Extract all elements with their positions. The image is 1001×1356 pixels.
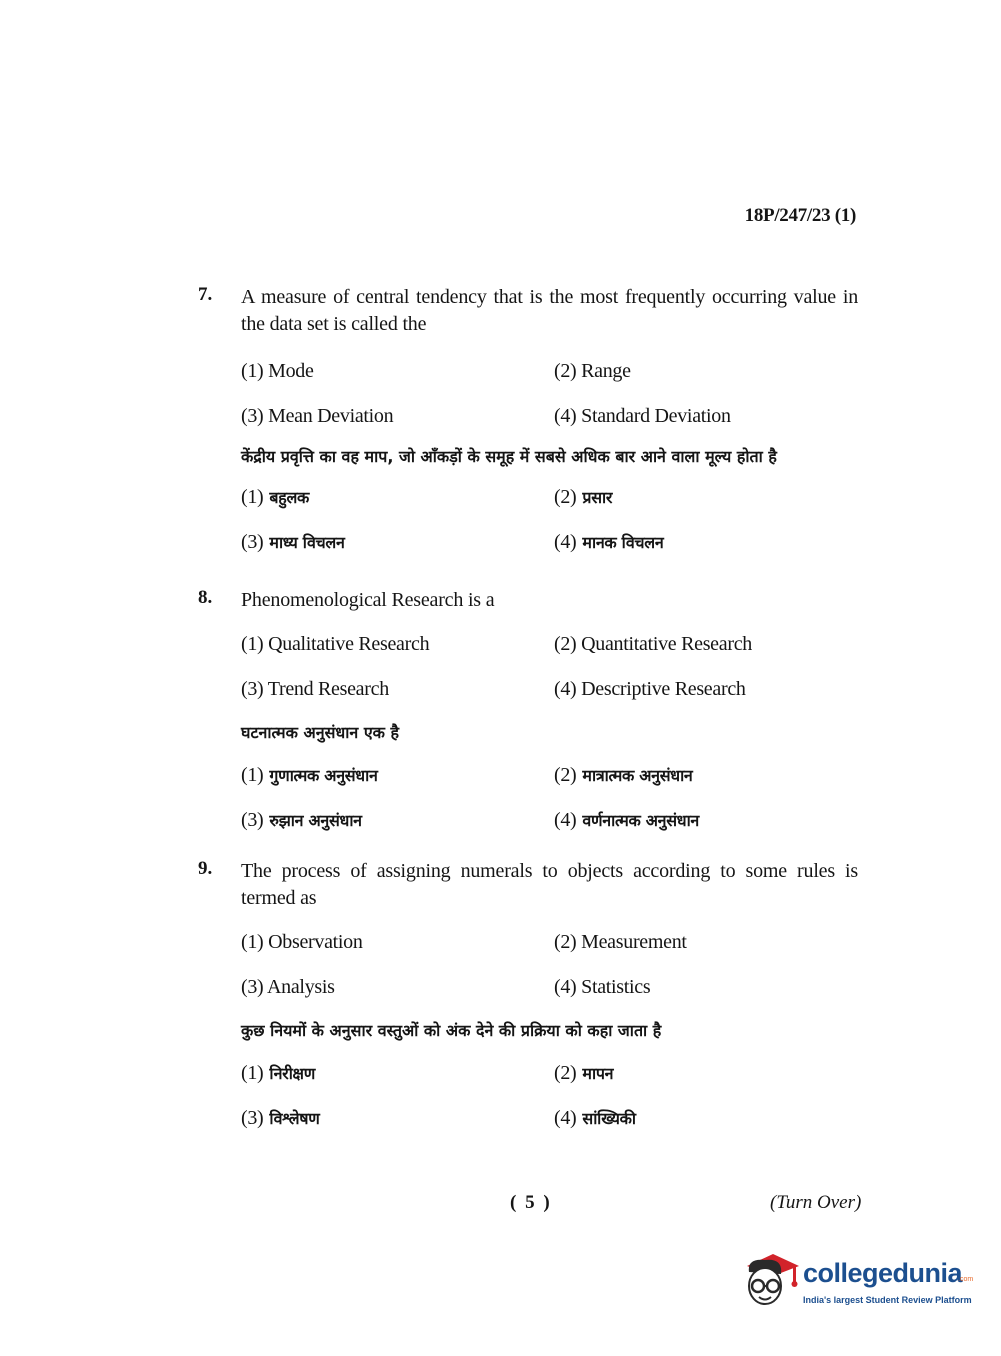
option-1: (1) Mode xyxy=(241,360,314,382)
options-hindi xyxy=(241,762,858,834)
hindi-option-2 xyxy=(554,484,854,511)
option-text: वर्णनात्मक अनुसंधान xyxy=(582,811,700,830)
option-number: (1) xyxy=(241,1062,264,1084)
hindi-option-4 xyxy=(554,529,854,556)
option-text: मापन xyxy=(582,1064,614,1083)
hindi-option-4 xyxy=(554,1105,854,1132)
question-text-hindi: केंद्रीय प्रवृत्ति का वह माप, जो आँकड़ों के समूह में सबसे अधिक बार आने वाला मूल्य होता है xyxy=(241,447,777,466)
option-2: (2) Range xyxy=(554,360,631,382)
question-7 xyxy=(198,284,858,556)
option-1: (1) Qualitative Research xyxy=(241,633,430,655)
question-number: 7. xyxy=(198,284,213,305)
question-9 xyxy=(198,858,858,1132)
option-text: रुझान अनुसंधान xyxy=(269,811,362,830)
hindi-option-3 xyxy=(241,1105,554,1132)
option-text: मानक विचलन xyxy=(582,533,664,552)
option-number: (1) xyxy=(241,764,264,786)
option-number: (2) xyxy=(554,764,577,786)
option-3: (3) Analysis xyxy=(241,976,335,998)
options-hindi xyxy=(241,1060,858,1132)
logo-wordmark: collegedunia xyxy=(803,1258,963,1288)
option-4: (4) Statistics xyxy=(554,976,651,998)
option-text: माध्य विचलन xyxy=(269,533,345,552)
hindi-option-2 xyxy=(554,762,854,789)
option-text: गुणात्मक अनुसंधान xyxy=(269,766,378,785)
hindi-option-1 xyxy=(241,1060,554,1087)
option-text: मात्रात्मक अनुसंधान xyxy=(582,766,693,785)
option-4: (4) Standard Deviation xyxy=(554,405,731,427)
hindi-option-2 xyxy=(554,1060,854,1087)
option-1: (1) Observation xyxy=(241,931,363,953)
option-number: (4) xyxy=(554,531,577,553)
option-2: (2) Measurement xyxy=(554,931,687,953)
hindi-option-3 xyxy=(241,529,554,556)
option-4: (4) Descriptive Research xyxy=(554,678,746,700)
option-number: (4) xyxy=(554,809,577,831)
option-number: (1) xyxy=(241,486,264,508)
hindi-option-4 xyxy=(554,807,854,834)
question-number: 8. xyxy=(198,587,213,608)
question-text: The process of assigning numerals to objects according to some rules is termed as xyxy=(241,860,858,909)
options-english xyxy=(241,631,858,703)
question-text: Phenomenological Research is a xyxy=(241,589,495,611)
logo-suffix: .com xyxy=(958,1276,974,1283)
hindi-option-3 xyxy=(241,807,554,834)
option-text: प्रसार xyxy=(582,488,613,507)
collegedunia-logo xyxy=(743,1252,973,1312)
hindi-option-1 xyxy=(241,762,554,789)
option-3: (3) Mean Deviation xyxy=(241,405,394,427)
turn-over-label: (Turn Over) xyxy=(770,1192,862,1213)
page-number: ( 5 ) xyxy=(510,1192,552,1213)
option-2: (2) Quantitative Research xyxy=(554,633,752,655)
options-english xyxy=(241,929,858,1001)
question-8 xyxy=(198,587,858,834)
option-number: (3) xyxy=(241,1107,264,1129)
option-number: (2) xyxy=(554,486,577,508)
option-number: (2) xyxy=(554,1062,577,1084)
question-text: A measure of central tendency that is the most frequently occurring value in the data set is called the xyxy=(241,286,858,335)
question-number: 9. xyxy=(198,858,213,879)
option-text: निरीक्षण xyxy=(269,1064,315,1083)
option-number: (4) xyxy=(554,1107,577,1129)
options-hindi xyxy=(241,484,858,556)
option-number: (3) xyxy=(241,809,264,831)
question-text-hindi: घटनात्मक अनुसंधान एक है xyxy=(241,723,400,742)
mascot-icon xyxy=(743,1252,801,1312)
question-text-hindi: कुछ नियमों के अनुसार वस्तुओं को अंक देने की प्रक्रिया को कहा जाता है xyxy=(241,1021,662,1040)
logo-tagline: India's largest Student Review Platform xyxy=(803,1295,972,1305)
paper-code: 18P/247/23 (1) xyxy=(744,205,856,226)
option-3: (3) Trend Research xyxy=(241,678,389,700)
option-text: विश्लेषण xyxy=(269,1109,320,1128)
option-text: सांख्यिकी xyxy=(582,1109,636,1128)
option-number: (3) xyxy=(241,531,264,553)
hindi-option-1 xyxy=(241,484,554,511)
option-text: बहुलक xyxy=(269,488,309,507)
options-english xyxy=(241,358,858,430)
